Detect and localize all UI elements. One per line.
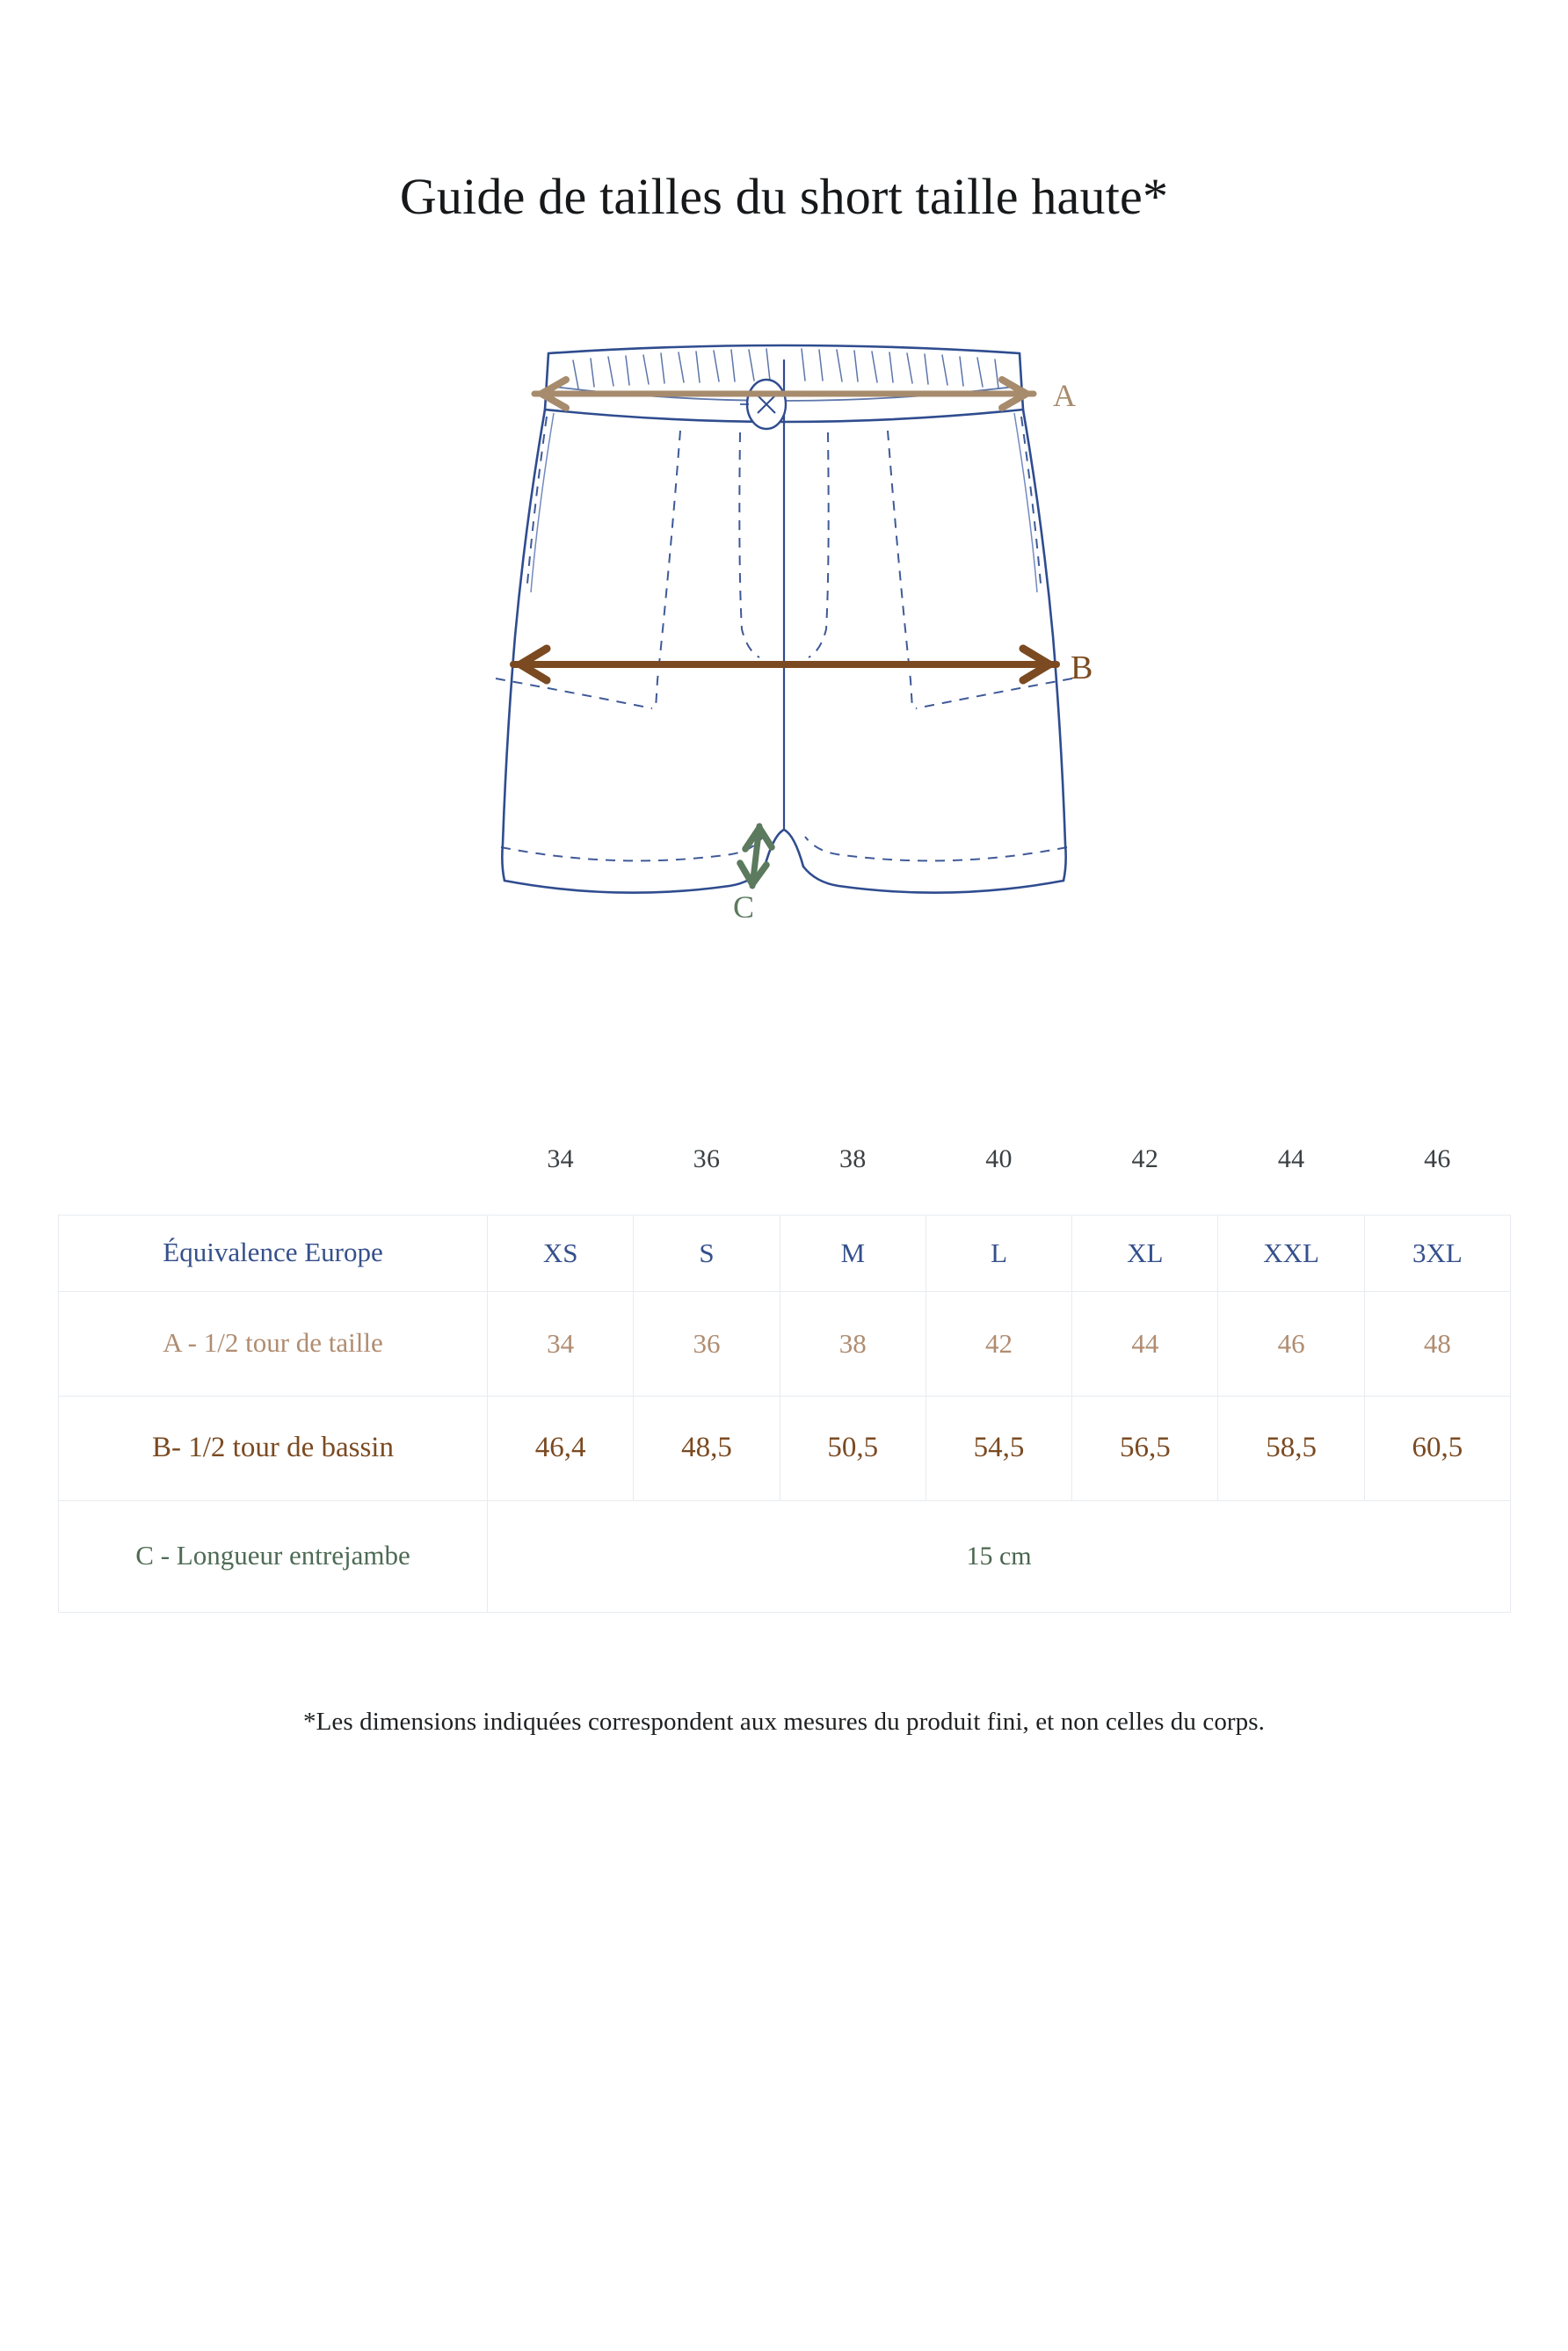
footnote: *Les dimensions indiquées correspondent aux mesures du produit fini, et non celles du corps. — [302, 1707, 1266, 1736]
cell-equivalence-46: 3XL — [1364, 1215, 1510, 1291]
cell-equivalence-36: S — [634, 1215, 780, 1291]
cell-equivalence-40: L — [926, 1215, 1071, 1291]
high-waisted-shorts-technical-drawing — [450, 302, 1118, 918]
header-size-40: 40 — [985, 1143, 1013, 1173]
cell-equivalence-44: XXL — [1218, 1215, 1364, 1291]
header-size-38: 38 — [838, 1143, 867, 1173]
shorts-outline — [502, 345, 1065, 893]
header-label-spacer — [59, 1104, 488, 1215]
size-table — [58, 1104, 1511, 1613]
cell-taille-42: 44 — [1072, 1291, 1218, 1396]
size-table-container — [58, 1104, 1510, 1613]
cell-longueur-entrejambe-merged: 15 cm — [488, 1500, 1511, 1612]
measurement-arrow-b — [513, 649, 1093, 686]
cell-taille-34: 34 — [488, 1291, 634, 1396]
table-row-equivalence-europe — [59, 1215, 1511, 1291]
row-label-tour-de-taille: A - 1/2 tour de taille — [59, 1291, 488, 1396]
measurement-arrow-c — [733, 826, 772, 918]
cell-equivalence-42: XL — [1072, 1215, 1218, 1291]
illustration-container — [0, 302, 1568, 918]
cell-taille-46: 48 — [1364, 1291, 1510, 1396]
cell-equivalence-38: M — [780, 1215, 926, 1291]
cell-equivalence-34: XS — [488, 1215, 634, 1291]
header-size-36: 36 — [693, 1143, 721, 1173]
cell-bassin-46: 60,5 — [1364, 1396, 1510, 1500]
cell-bassin-44: 58,5 — [1218, 1396, 1364, 1500]
measurement-arrow-a — [534, 378, 1076, 413]
header-size-46: 46 — [1424, 1143, 1451, 1173]
page-title: Guide de tailles du short taille haute* — [399, 168, 1169, 225]
row-label-longueur-entrejambe: C - Longueur entrejambe — [59, 1500, 488, 1612]
header-size-34: 34 — [547, 1143, 574, 1173]
table-row-tour-de-taille — [59, 1291, 1511, 1396]
measurement-label-a: A — [1053, 377, 1076, 413]
measurement-label-c: C — [733, 889, 755, 918]
cell-taille-36: 36 — [634, 1291, 780, 1396]
header-size-42: 42 — [1131, 1143, 1159, 1173]
cell-bassin-34: 46,4 — [488, 1396, 634, 1500]
cell-bassin-42: 56,5 — [1072, 1396, 1218, 1500]
measurement-label-b: B — [1071, 649, 1093, 686]
cell-taille-44: 46 — [1218, 1291, 1364, 1396]
cell-bassin-38: 50,5 — [780, 1396, 926, 1500]
cell-bassin-36: 48,5 — [634, 1396, 780, 1500]
header-size-44: 44 — [1277, 1143, 1305, 1173]
cell-taille-40: 42 — [926, 1291, 1071, 1396]
table-row-tour-de-bassin — [59, 1396, 1511, 1500]
cell-bassin-40: 54,5 — [926, 1396, 1071, 1500]
table-row-longueur-entrejambe — [59, 1500, 1511, 1612]
row-label-equivalence-europe: Équivalence Europe — [59, 1215, 488, 1291]
cell-taille-38: 38 — [780, 1291, 926, 1396]
row-label-tour-de-bassin: B- 1/2 tour de bassin — [59, 1396, 488, 1500]
table-header-row — [59, 1104, 1511, 1215]
